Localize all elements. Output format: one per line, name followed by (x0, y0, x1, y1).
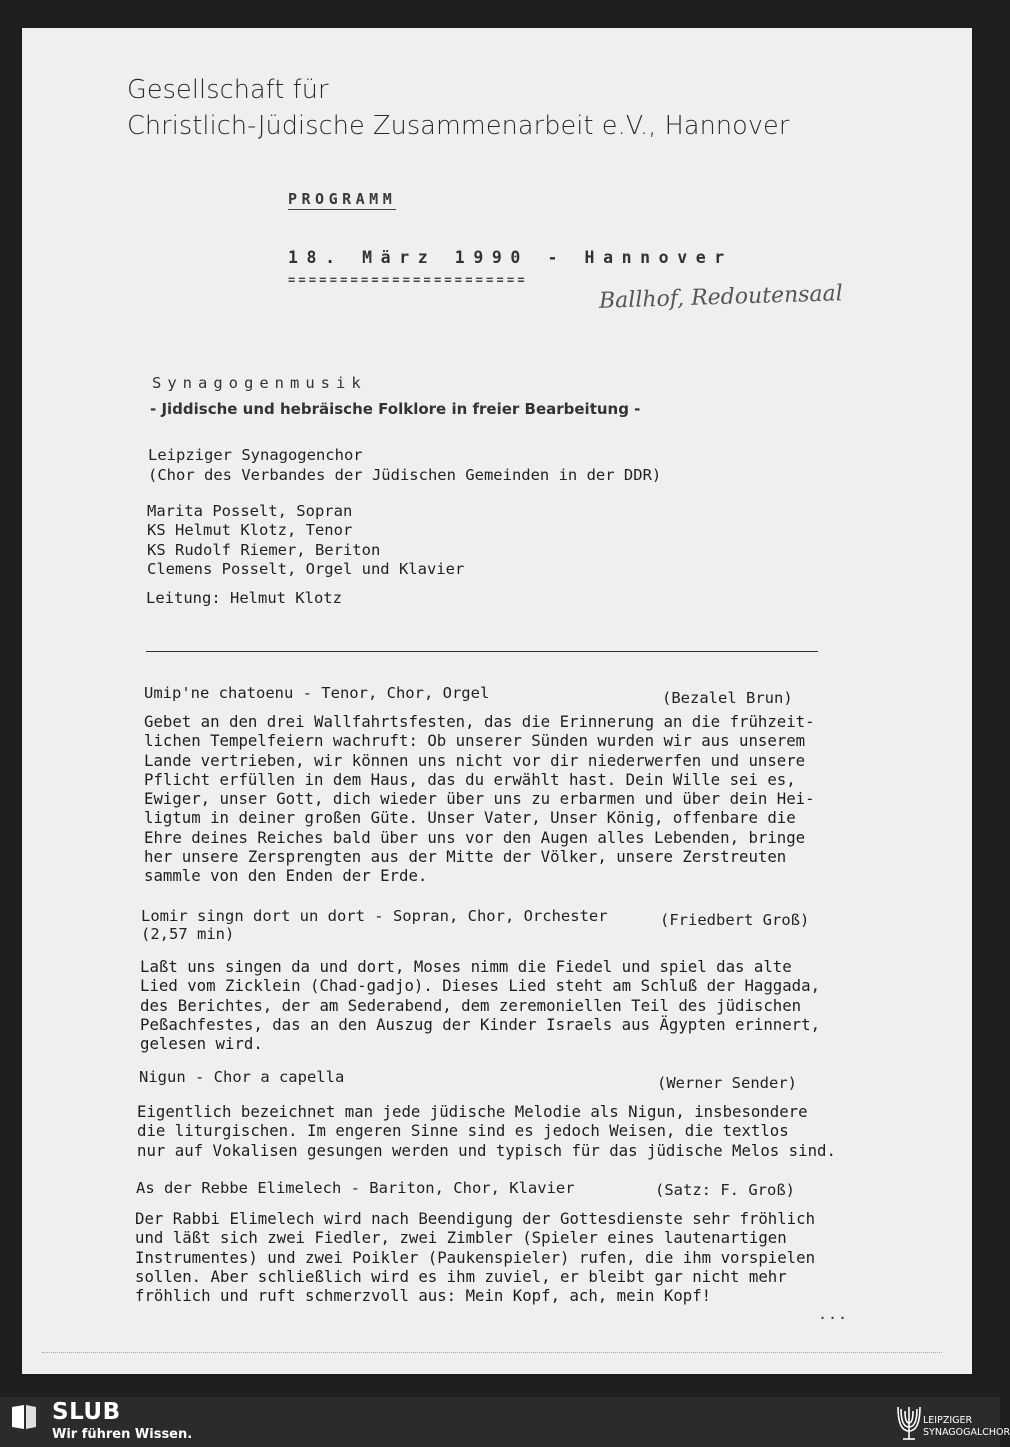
letterhead-line-1: Gesellschaft für (127, 75, 329, 105)
description-line: her unsere Zersprengten aus der Mitte der Völker, unsere Zerstreuten (144, 847, 787, 867)
description-line: und läßt sich zwei Fiedler, zwei Zimbler (Spieler eines lautenartigen (135, 1228, 787, 1248)
slub-logo-icon (10, 1403, 38, 1431)
description-line: nur auf Vokalisen gesungen werden und typisch für das jüdische Melos sind. (137, 1140, 836, 1160)
description-line: des Berichtes, der am Sederabend, dem zeremoniellen Teil des jüdischen (140, 995, 802, 1015)
ensemble-description: (Chor des Verbandes der Jüdischen Gemeinden in der DDR) (148, 466, 662, 484)
partner-line-1: LEIPZIGER (923, 1415, 973, 1426)
program-subtitle: - Jiddische und hebräische Folklore in freier Bearbeitung - (150, 400, 641, 418)
item-heading: Umip'ne chatoenu - Tenor, Chor, Orgel (144, 684, 490, 702)
continuation-ellipsis: ... (818, 1305, 849, 1323)
description-line: sammle von den Enden der Erde. (144, 866, 428, 886)
description-line: Laßt uns singen da und dort, Moses nimm die Fiedel und spiel das alte (140, 957, 792, 976)
slub-brand: SLUB (52, 1399, 121, 1425)
item-description (135, 1209, 815, 1305)
item-description (137, 1102, 836, 1160)
date-underline: ======================= (288, 273, 528, 287)
item-composer: (Friedbert Groß) (660, 911, 810, 929)
ensemble-block (148, 445, 661, 485)
description-line: Pflicht erfüllen in dem Haus, das du erwählt hast. Dein Wille sei es, (144, 769, 796, 789)
programm-heading: PROGRAMM (288, 190, 397, 208)
ensemble-name: Leipziger Synagogenchor (148, 446, 363, 464)
performers-list (147, 502, 464, 579)
scan-edge-marks (42, 1352, 942, 1353)
performer: KS Helmut Klotz, Tenor (147, 521, 353, 540)
menorah-icon (896, 1399, 922, 1443)
description-line: Eigentlich bezeichnet man jede jüdische Melodie als Nigun, insbesondere (137, 1102, 808, 1121)
document-page (22, 28, 972, 1374)
leitung: Leitung: Helmut Klotz (146, 589, 342, 607)
description-line: Ewiger, unser Gott, dich wieder über uns zu erbarmen und über dein Hei- (144, 789, 815, 809)
description-line: sollen. Aber schließlich wird es ihm zuviel, er bleibt gar nicht mehr (135, 1266, 787, 1286)
item-description (144, 712, 815, 886)
item-heading: Lomir singn dort un dort - Sopran, Chor, Orchester (141, 907, 608, 925)
description-line: gelesen wird. (140, 1034, 263, 1054)
description-line: Ehre deines Reiches bald über uns vor den Augen alles Lebenden, bringe (144, 827, 806, 847)
letterhead (127, 72, 789, 144)
description-line: Peßachfestes, das an den Auszug der Kinder Israels aus Ägypten erinnert, (140, 1014, 821, 1034)
item-composer: (Satz: F. Groß) (655, 1181, 795, 1199)
description-line: fröhlich und ruft schmerzvoll aus: Mein Kopf, ach, mein Kopf! (135, 1286, 712, 1306)
handwritten-note: Ballhof, Redoutensaal (598, 281, 844, 314)
item-heading: Nigun - Chor a capella (139, 1068, 345, 1086)
item-description (140, 957, 820, 1053)
description-line: Der Rabbi Elimelech wird nach Beendigung der Gottesdienste sehr fröhlich (135, 1209, 816, 1228)
description-line: Lied vom Zicklein (Chad-gadjo). Dieses Lied steht am Schluß der Haggada, (140, 976, 821, 996)
description-line: Gebet an den drei Wallfahrtsfesten, das die Erinnerung an die frühzeit- (144, 712, 815, 731)
description-line: die liturgischen. Im engeren Sinne sind es jedoch Weisen, die textlos (137, 1121, 789, 1141)
partner-logo-text (923, 1415, 1010, 1439)
description-line: Lande vertrieben, wir können uns nicht vor dir niederwerfen und unsere (144, 750, 806, 770)
slub-tagline: Wir führen Wissen. (52, 1427, 193, 1442)
performer: Clemens Posselt, Orgel und Klavier (147, 559, 465, 578)
item-heading: As der Rebbe Elimelech - Bariton, Chor, Klavier (136, 1179, 575, 1197)
letterhead-line-2: Christlich-Jüdische Zusammenarbeit e.V., Hannover (127, 111, 790, 141)
partner-line-2: SYNAGOGALCHOR (923, 1427, 1010, 1438)
performer: Marita Posselt, Sopran (147, 502, 353, 520)
item-duration: (2,57 min) (141, 925, 235, 943)
description-line: lichen Tempelfeiern wachruft: Ob unserer Sünden wurden wir aus unserem (144, 731, 806, 751)
program-title: Synagogenmusik (152, 374, 367, 392)
item-composer: (Werner Sender) (657, 1074, 797, 1092)
description-line: Instrumentes) und zwei Poikler (Paukenspieler) rufen, die ihm vorspielen (135, 1247, 816, 1267)
divider-line (146, 651, 818, 652)
viewer-footer (0, 1397, 1010, 1447)
description-line: ligtum in deiner großen Güte. Unser Vater, Unser König, offenbare die (144, 808, 796, 828)
date-line: 18. März 1990 - Hannover (288, 248, 733, 267)
item-composer: (Bezalel Brun) (662, 689, 793, 707)
performer: KS Rudolf Riemer, Beriton (147, 540, 381, 559)
